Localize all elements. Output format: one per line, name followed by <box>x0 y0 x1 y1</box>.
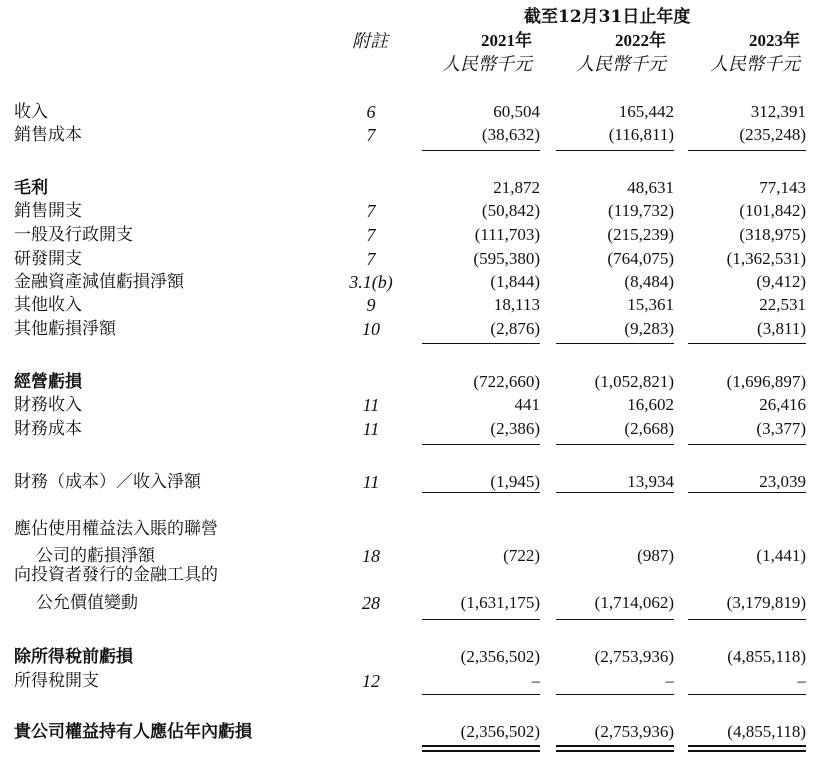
row-value-2023: 22,531 <box>759 295 806 314</box>
row-value-2022: (119,732) <box>608 201 674 220</box>
row-label: 經營虧損 <box>14 372 82 392</box>
subtotal-rule-2021 <box>422 492 540 493</box>
row-note-ref: 7 <box>366 201 376 221</box>
subtotal-rule-2023 <box>688 694 806 695</box>
row-value-2021: (2,386) <box>490 419 540 438</box>
row-value-2021: 441 <box>514 395 540 414</box>
total-double-rule-2023 <box>688 745 806 752</box>
row-value-2021: – <box>531 671 540 690</box>
subtotal-rule-2022 <box>556 343 674 344</box>
subtotal-rule-2022 <box>556 444 674 445</box>
row-value-2022: (2,668) <box>624 419 674 438</box>
row-value-2021: (111,703) <box>474 225 540 244</box>
row-value-2023: 23,039 <box>759 472 806 491</box>
row-label: 其他虧損淨額 <box>14 319 116 339</box>
row-label: 財務成本 <box>14 419 82 439</box>
row-value-2021: (1,844) <box>490 272 540 291</box>
row-label: 除所得稅前虧損 <box>14 647 133 667</box>
row-label: 收入 <box>14 102 48 122</box>
total-double-rule-2021 <box>422 745 540 752</box>
subtotal-rule-2023 <box>688 619 806 620</box>
row-label: 向投資者發行的金融工具的 <box>14 565 218 585</box>
row-value-2023: (3,377) <box>756 419 806 438</box>
row-note-ref: 28 <box>362 593 380 613</box>
row-value-2023: 26,416 <box>759 395 806 414</box>
row-value-2022: (764,075) <box>607 249 674 268</box>
row-value-2021: 60,504 <box>493 102 540 121</box>
row-value-2023: 77,143 <box>759 178 806 197</box>
row-value-2022: 15,361 <box>627 295 674 314</box>
row-note-ref: 6 <box>366 102 376 122</box>
row-value-2021: (2,356,502) <box>460 647 540 666</box>
row-label: 貴公司權益持有人應佔年內虧損 <box>14 722 252 742</box>
subtotal-rule-2022 <box>556 694 674 695</box>
subtotal-rule-2023 <box>688 150 806 151</box>
row-value-2021: (38,632) <box>481 125 540 144</box>
row-value-2023: (4,855,118) <box>727 722 806 741</box>
subtotal-rule-2021 <box>422 343 540 344</box>
row-value-2022: 13,934 <box>627 472 674 491</box>
row-value-2023: (9,412) <box>756 272 806 291</box>
row-value-2022: (215,239) <box>607 225 674 244</box>
row-label: 應佔使用權益法入賬的聯營 <box>14 519 218 539</box>
row-note-ref: 12 <box>362 671 380 691</box>
row-value-2021: (595,380) <box>473 249 540 268</box>
year-header-2022: 2022年 <box>615 31 666 50</box>
unit-header-2021: 人民幣千元 <box>442 54 532 74</box>
row-value-2022: (116,811) <box>608 125 674 144</box>
row-value-2022: (2,753,936) <box>594 722 674 741</box>
row-note-ref: 7 <box>366 125 376 145</box>
row-value-2023: (1,441) <box>756 546 806 565</box>
subtotal-rule-2023 <box>688 492 806 493</box>
row-label: 研發開支 <box>14 249 82 269</box>
row-value-2021: (722) <box>503 546 540 565</box>
row-value-2023: (235,248) <box>739 125 806 144</box>
row-value-2022: (987) <box>637 546 674 565</box>
subtotal-rule-2022 <box>556 619 674 620</box>
row-value-2023: (101,842) <box>739 201 806 220</box>
row-label: 銷售成本 <box>14 125 82 145</box>
row-value-2023: (318,975) <box>739 225 806 244</box>
row-value-2023: – <box>797 671 806 690</box>
subtotal-rule-2021 <box>422 444 540 445</box>
subtotal-rule-2022 <box>556 150 674 151</box>
row-label: 財務（成本）／收入淨額 <box>14 472 201 492</box>
row-value-2021: (722,660) <box>473 372 540 391</box>
row-label: 所得稅開支 <box>14 671 99 691</box>
year-header-2023: 2023年 <box>749 31 800 50</box>
row-value-2022: (1,052,821) <box>594 372 674 391</box>
row-label: 銷售開支 <box>14 201 82 221</box>
row-note-ref: 7 <box>366 249 376 269</box>
row-value-2022: (1,714,062) <box>594 593 674 612</box>
row-value-2023: (3,179,819) <box>726 593 806 612</box>
row-value-2021: (1,945) <box>490 472 540 491</box>
row-label: 財務收入 <box>14 395 82 415</box>
row-note-ref: 11 <box>362 472 380 492</box>
row-value-2022: (9,283) <box>624 319 674 338</box>
row-label-continuation: 公司的虧損淨額 <box>36 546 155 566</box>
subtotal-rule-2021 <box>422 150 540 151</box>
row-value-2021: (2,356,502) <box>460 722 540 741</box>
subtotal-rule-2023 <box>688 343 806 344</box>
row-note-ref: 3.1(b) <box>349 272 393 292</box>
row-note-ref: 7 <box>366 225 376 245</box>
row-value-2023: (1,362,531) <box>726 249 806 268</box>
row-value-2022: 48,631 <box>627 178 674 197</box>
row-value-2021: 21,872 <box>493 178 540 197</box>
row-value-2023: (3,811) <box>757 319 806 338</box>
row-value-2022: 165,442 <box>618 102 674 121</box>
row-value-2021: (50,842) <box>481 201 540 220</box>
row-value-2021: (1,631,175) <box>460 593 540 612</box>
row-note-ref: 11 <box>362 395 380 415</box>
row-value-2021: (2,876) <box>490 319 540 338</box>
row-note-ref: 9 <box>366 295 376 315</box>
row-note-ref: 10 <box>362 319 380 339</box>
row-value-2023: 312,391 <box>750 102 806 121</box>
row-label-continuation: 公允價值變動 <box>36 593 138 613</box>
unit-header-2023: 人民幣千元 <box>710 54 800 74</box>
subtotal-rule-2023 <box>688 444 806 445</box>
row-label: 金融資產減值虧損淨額 <box>14 272 184 292</box>
subtotal-rule-2021 <box>422 619 540 620</box>
period-heading: 截至12月31日止年度 <box>524 7 691 27</box>
subtotal-rule-2021 <box>422 694 540 695</box>
row-label: 其他收入 <box>14 295 82 315</box>
row-note-ref: 11 <box>362 419 380 439</box>
row-value-2023: (4,855,118) <box>727 647 806 666</box>
row-label: 毛利 <box>14 178 48 198</box>
row-note-ref: 18 <box>362 546 380 566</box>
year-header-2021: 2021年 <box>481 31 532 50</box>
subtotal-rule-2022 <box>556 492 674 493</box>
note-column-header: 附註 <box>352 31 388 51</box>
row-label: 一般及行政開支 <box>14 225 133 245</box>
row-value-2022: 16,602 <box>627 395 674 414</box>
row-value-2023: (1,696,897) <box>726 372 806 391</box>
row-value-2021: 18,113 <box>493 295 540 314</box>
row-value-2022: – <box>665 671 674 690</box>
total-double-rule-2022 <box>556 745 674 752</box>
row-value-2022: (8,484) <box>624 272 674 291</box>
row-value-2022: (2,753,936) <box>594 647 674 666</box>
unit-header-2022: 人民幣千元 <box>576 54 666 74</box>
